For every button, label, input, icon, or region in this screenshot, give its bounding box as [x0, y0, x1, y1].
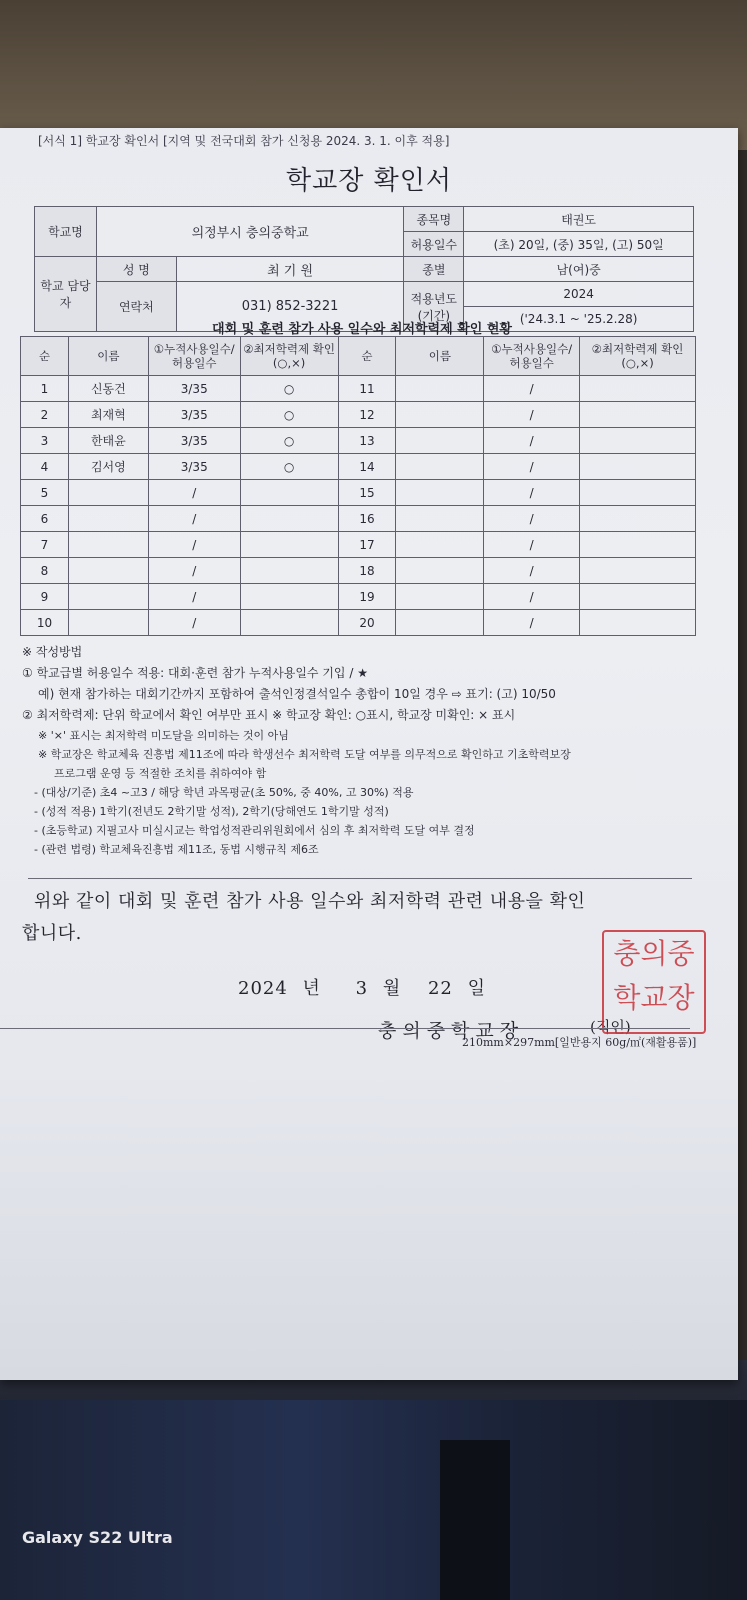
year-value: 2024	[464, 282, 694, 307]
row-days: /	[484, 532, 580, 558]
table-row	[21, 610, 696, 636]
row-name	[396, 558, 484, 584]
row-check: ○	[240, 428, 338, 454]
date-month: 3	[355, 978, 369, 999]
row-days: /	[148, 584, 240, 610]
manager-label: 학교 담당자	[35, 257, 97, 332]
row-name	[396, 532, 484, 558]
row-days: /	[484, 480, 580, 506]
date-month-unit: 월	[382, 978, 402, 999]
row-days: /	[484, 428, 580, 454]
row-no: 13	[338, 428, 396, 454]
row-days: /	[148, 506, 240, 532]
issue-date	[238, 974, 486, 1000]
form-label: [서식 1] 학교장 확인서 [지역 및 전국대회 참가 신청용 2024. 3. 1. 이후 적용]	[38, 134, 450, 148]
bottom-rule	[0, 1028, 690, 1029]
row-check: ○	[240, 454, 338, 480]
note-2-sub-2: ※ 학교장은 학교체육 진흥법 제11조에 따라 학생선수 최저학력 도달 여부를 의무적으로 확인하고 기초학력보장	[38, 748, 571, 761]
row-check	[580, 532, 696, 558]
date-year: 2024	[238, 978, 288, 999]
header-name: 이름	[68, 337, 148, 376]
detail-1: - (대상/기준) 초4 ~고3 / 해당 학년 과목평균(초 50%, 중 40%, 고 30%) 적용	[34, 786, 414, 799]
gender-value: 남(여)중	[464, 257, 694, 282]
row-check	[580, 376, 696, 402]
seal-line-2: 학교장	[613, 981, 695, 1014]
header-no: 순	[21, 337, 69, 376]
table-row	[21, 376, 696, 402]
row-no: 15	[338, 480, 396, 506]
row-check	[240, 584, 338, 610]
row-no: 3	[21, 428, 69, 454]
gender-label: 종별	[404, 257, 464, 282]
note-1-example: 예) 현재 참가하는 대회기간까지 포함하여 출석인정결석일수 총합이 10일 경우 ⇨ 표기: (고) 10/50	[38, 687, 556, 701]
table-row	[21, 558, 696, 584]
paper-spec: 210mm×297mm[일반용지 60g/㎡(재활용품)]	[462, 1036, 697, 1049]
camera-watermark: Galaxy S22 Ultra	[22, 1528, 173, 1547]
chair	[0, 1400, 747, 1600]
chair-gap	[440, 1440, 510, 1600]
event-label: 종목명	[404, 207, 464, 232]
row-days: /	[484, 584, 580, 610]
row-no: 4	[21, 454, 69, 480]
school-label: 학교명	[35, 207, 97, 257]
row-days: /	[484, 558, 580, 584]
row-name: 한태윤	[68, 428, 148, 454]
school-info-table	[34, 206, 694, 332]
row-no: 12	[338, 402, 396, 428]
row-name	[68, 532, 148, 558]
row-no: 17	[338, 532, 396, 558]
row-name: 최재혁	[68, 402, 148, 428]
note-2-sub-2b: 프로그램 운영 등 적절한 조치를 취하여야 함	[54, 767, 267, 780]
row-days: /	[484, 376, 580, 402]
row-name	[396, 428, 484, 454]
row-name	[396, 376, 484, 402]
confirmation-line-2: 합니다.	[22, 923, 82, 944]
table-row	[21, 584, 696, 610]
allowed-days-label: 허용일수	[404, 232, 464, 257]
header-days: ①누적사용일수/ 허용일수	[148, 337, 240, 376]
header-check: ②최저학력제 확인(○,×)	[240, 337, 338, 376]
row-no: 8	[21, 558, 69, 584]
confirmation-line-1: 위와 같이 대회 및 훈련 참가 사용 일수와 최저학력 관련 내용을 확인	[34, 891, 586, 912]
row-days: 3/35	[148, 376, 240, 402]
status-section-title: 대회 및 훈련 참가 사용 일수와 최저학력제 확인 현황	[212, 322, 512, 337]
seal-mark: (직인)	[590, 1018, 631, 1036]
row-no: 5	[21, 480, 69, 506]
row-days: 3/35	[148, 402, 240, 428]
row-no: 20	[338, 610, 396, 636]
detail-2: - (성적 적용) 1학기(전년도 2학기말 성적), 2학기(당해연도 1학기말 성적)	[34, 805, 389, 818]
header-no: 순	[338, 337, 396, 376]
row-check	[240, 610, 338, 636]
row-days: /	[484, 454, 580, 480]
row-check	[580, 506, 696, 532]
table-row	[21, 506, 696, 532]
school-value: 의정부시 충의중학교	[96, 207, 403, 257]
row-no: 11	[338, 376, 396, 402]
divider	[28, 878, 692, 879]
date-year-unit: 년	[302, 978, 321, 999]
table-row	[21, 428, 696, 454]
row-no: 16	[338, 506, 396, 532]
row-name	[396, 610, 484, 636]
header-check: ②최저학력제 확인(○,×)	[580, 337, 696, 376]
notes-heading: ※ 작성방법	[22, 645, 83, 659]
period-value: ('24.3.1 ~ '25.2.28)	[464, 307, 694, 332]
row-no: 9	[21, 584, 69, 610]
table-row	[21, 402, 696, 428]
contact-label: 연락처	[96, 282, 176, 332]
row-check: ○	[240, 402, 338, 428]
row-no: 1	[21, 376, 69, 402]
row-no: 10	[21, 610, 69, 636]
row-name	[68, 584, 148, 610]
row-check	[240, 506, 338, 532]
row-check	[240, 480, 338, 506]
row-days: 3/35	[148, 454, 240, 480]
row-days: /	[148, 558, 240, 584]
principal-title: 충의중학교장	[378, 1020, 525, 1042]
row-check	[580, 454, 696, 480]
page-title: 학교장 확인서	[286, 166, 452, 196]
row-no: 14	[338, 454, 396, 480]
row-name	[396, 402, 484, 428]
date-day-unit: 일	[467, 978, 487, 999]
contact-value: 031) 852-3221	[176, 282, 404, 332]
school-seal-stamp	[602, 930, 706, 1034]
detail-4: - (관련 법령) 학교체육진흥법 제11조, 동법 시행규칙 제6조	[34, 843, 319, 856]
row-days: /	[148, 480, 240, 506]
allowed-days-value: (초) 20일, (중) 35일, (고) 50일	[464, 232, 694, 257]
row-days: /	[484, 506, 580, 532]
row-name	[396, 506, 484, 532]
year-label: 적용년도 (기간)	[404, 282, 464, 332]
row-name: 신동건	[68, 376, 148, 402]
instructions-section	[22, 642, 722, 859]
status-table	[20, 336, 696, 636]
row-name	[68, 558, 148, 584]
event-value: 태권도	[464, 207, 694, 232]
header-name: 이름	[396, 337, 484, 376]
detail-3: - (초등학교) 지필고사 미실시교는 학업성적관리위원회에서 심의 후 최저학력 도달 여부 결정	[34, 824, 475, 837]
table-row	[21, 480, 696, 506]
name-label: 성 명	[96, 257, 176, 282]
row-check	[580, 610, 696, 636]
row-check	[240, 532, 338, 558]
row-check	[580, 584, 696, 610]
row-check	[580, 558, 696, 584]
note-2: ② 최저학력제: 단위 학교에서 확인 여부만 표시 ※ 학교장 확인: ○표시, 학교장 미확인: × 표시	[22, 708, 516, 722]
row-check	[240, 558, 338, 584]
status-header-row	[21, 337, 696, 376]
row-name	[68, 610, 148, 636]
row-check	[580, 428, 696, 454]
row-days: /	[148, 610, 240, 636]
row-name: 김서영	[68, 454, 148, 480]
row-no: 18	[338, 558, 396, 584]
row-no: 2	[21, 402, 69, 428]
row-days: /	[148, 532, 240, 558]
date-day: 22	[427, 978, 453, 999]
row-check	[580, 480, 696, 506]
name-value: 최 기 원	[176, 257, 404, 282]
row-name	[68, 506, 148, 532]
table-row	[21, 532, 696, 558]
row-no: 7	[21, 532, 69, 558]
seal-line-1: 충의중	[613, 937, 695, 970]
note-2-sub-1: ※ '×' 표시는 최저학력 미도달을 의미하는 것이 아님	[38, 729, 289, 742]
row-name	[68, 480, 148, 506]
row-days: /	[484, 402, 580, 428]
document-paper	[0, 128, 738, 1380]
note-1: ① 학교급별 허용일수 적용: 대회·훈련 참가 누적사용일수 기입 / ★	[22, 666, 368, 680]
row-days: /	[484, 610, 580, 636]
row-no: 19	[338, 584, 396, 610]
row-check	[580, 402, 696, 428]
row-name	[396, 584, 484, 610]
row-no: 6	[21, 506, 69, 532]
row-name	[396, 454, 484, 480]
table-row	[21, 454, 696, 480]
header-days: ①누적사용일수/ 허용일수	[484, 337, 580, 376]
row-name	[396, 480, 484, 506]
row-days: 3/35	[148, 428, 240, 454]
row-check: ○	[240, 376, 338, 402]
